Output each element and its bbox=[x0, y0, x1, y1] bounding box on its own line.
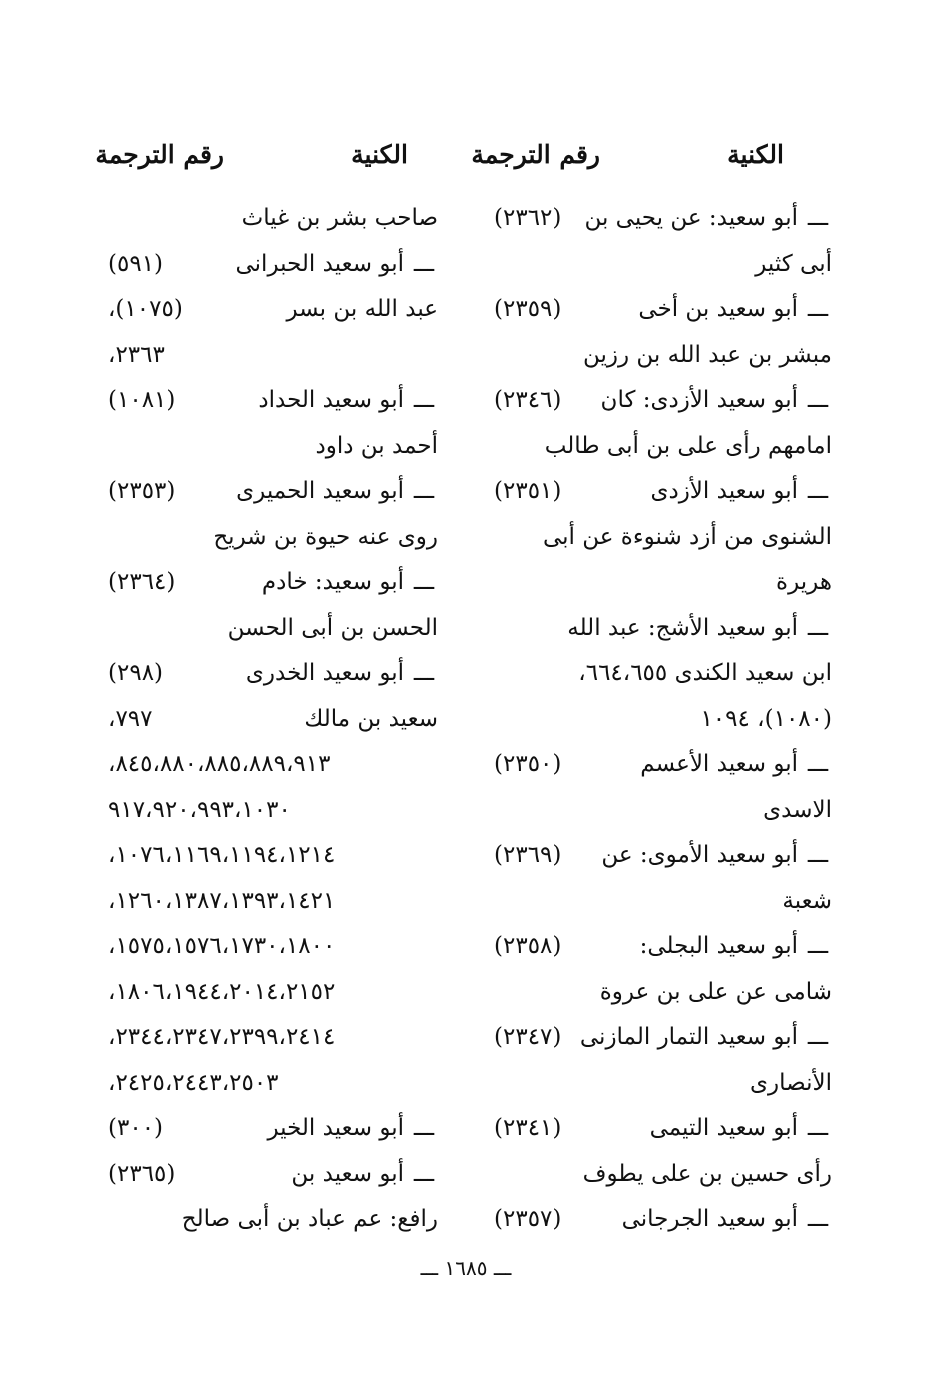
left-column bbox=[108, 196, 438, 1243]
continuation-text: ٢٣٤٤،٢٣٤٧،٢٣٩٩،٢٤١٤، bbox=[108, 1024, 336, 1050]
continuation-text: ٢٣٦٣، bbox=[108, 341, 165, 368]
entry-dash: ـــ bbox=[807, 387, 829, 413]
continuation-text: أحمد بن داود bbox=[315, 432, 438, 459]
kunya-name: أبو سعيد بن أخى bbox=[638, 296, 798, 322]
translation-number: (٢٣٥٧) bbox=[494, 1206, 562, 1232]
entry-line bbox=[494, 196, 832, 242]
entry-dash: ـــ bbox=[413, 387, 435, 413]
kunya-name: أبو سعيد الجرجانى bbox=[621, 1206, 798, 1232]
continuation-text: ٩١٧،٩٢٠،٩٩٣،١٠٣٠ bbox=[108, 796, 291, 823]
entry-line bbox=[494, 970, 832, 1016]
entry-line bbox=[494, 1061, 832, 1107]
continuation-text: شعبة bbox=[782, 887, 832, 914]
entry-line bbox=[494, 1152, 832, 1198]
header-right-kunya: الكنية bbox=[727, 140, 784, 169]
entry-line bbox=[108, 651, 438, 697]
continuation-text: الأنصارى bbox=[750, 1069, 832, 1096]
kunya-name: أبو سعيد الأزدى bbox=[650, 478, 798, 504]
entry-line bbox=[108, 742, 438, 788]
translation-number: (٢٣٥٨) bbox=[494, 933, 562, 959]
entry-line bbox=[494, 424, 832, 470]
kunya-name: أبو سعيد: خادم bbox=[261, 569, 404, 595]
translation-number: (٢٣٥١) bbox=[494, 478, 562, 504]
entry-line bbox=[108, 242, 438, 288]
entry-line bbox=[108, 1015, 438, 1061]
entry-line bbox=[108, 469, 438, 515]
continuation-text: هريرة bbox=[776, 569, 832, 595]
entry-line bbox=[108, 287, 438, 333]
entry-line bbox=[494, 242, 832, 288]
translation-number: (٣٠٠) bbox=[108, 1115, 164, 1141]
continuation-text: صاحب بشر بن غياث bbox=[241, 205, 438, 231]
header-left-number: رقم الترجمة bbox=[95, 140, 224, 169]
entry-line bbox=[108, 378, 438, 424]
translation-number: (٢٣٤١) bbox=[494, 1115, 562, 1141]
entry-dash: ـــ bbox=[413, 569, 435, 595]
continuation-text: عبد الله بن بسر bbox=[286, 296, 438, 322]
entry-line bbox=[108, 788, 438, 834]
entry-line bbox=[108, 970, 438, 1016]
continuation-text: أبى كثير bbox=[755, 250, 832, 277]
entry-dash: ـــ bbox=[807, 614, 829, 641]
kunya-name: أبو سعيد الأموى: عن bbox=[601, 842, 798, 868]
entry-dash: ـــ bbox=[413, 660, 435, 686]
entry-line bbox=[494, 879, 832, 925]
kunya-name: أبو سعيد: عن يحيى بن bbox=[584, 205, 798, 231]
entry-line bbox=[108, 879, 438, 925]
kunya-name: أبو سعيد الحميرى bbox=[236, 478, 404, 504]
kunya-name: أبو سعيد الحداد bbox=[258, 387, 404, 413]
entry-dash: ـــ bbox=[807, 478, 829, 504]
continuation-text: سعيد بن مالك bbox=[304, 705, 438, 732]
entry-line bbox=[494, 788, 832, 834]
entry-line bbox=[494, 378, 832, 424]
translation-number: (٢٩٨) bbox=[108, 660, 164, 686]
entry-line bbox=[108, 560, 438, 606]
entry-line bbox=[494, 1197, 832, 1243]
continuation-text: الشنوى من أزد شنوءة عن أبى bbox=[542, 523, 832, 550]
entry-dash: ـــ bbox=[413, 1160, 435, 1187]
entry-dash: ـــ bbox=[413, 478, 435, 504]
continuation-text: ٨٤٥،٨٨٠،٨٨٥،٨٨٩،٩١٣، bbox=[108, 751, 331, 777]
entry-dash: ـــ bbox=[807, 1206, 829, 1232]
entry-dash: ـــ bbox=[807, 751, 829, 777]
continuation-text: رأى حسين بن على يطوف bbox=[582, 1160, 832, 1187]
translation-number: (١٠٧٥)، bbox=[108, 296, 183, 322]
continuation-text: ابن سعيد الكندى ٦٦٤،٦٥٥، bbox=[578, 660, 832, 686]
entry-line bbox=[494, 1015, 832, 1061]
entry-dash: ـــ bbox=[807, 296, 829, 322]
continuation-text: ١٥٧٥،١٥٧٦،١٧٣٠،١٨٠٠، bbox=[108, 933, 336, 959]
translation-number: (٢٣٥٩) bbox=[494, 296, 562, 322]
continuation-text: شامى عن على بن عروة bbox=[599, 978, 832, 1005]
continuation-text: (١٠٨٠)، ١٠٩٤ bbox=[700, 705, 832, 732]
entry-dash: ـــ bbox=[807, 933, 829, 959]
translation-number: (٢٣٥٣) bbox=[108, 478, 176, 504]
translation-number: (٢٣٤٦) bbox=[494, 387, 562, 413]
kunya-name: أبو سعيد الخدرى bbox=[245, 660, 404, 686]
continuation-text: ٢٤٢٥،٢٤٤٣،٢٥٠٣، bbox=[108, 1069, 279, 1096]
translation-number: (١٠٨١) bbox=[108, 387, 176, 413]
entry-line bbox=[108, 697, 438, 743]
entry-dash: ـــ bbox=[413, 250, 435, 277]
entry-line bbox=[108, 1106, 438, 1152]
continuation-text: الاسدى bbox=[763, 796, 832, 823]
kunya-name: أبو سعيد التمار المازنى bbox=[579, 1024, 798, 1050]
entry-dash: ـــ bbox=[807, 1115, 829, 1141]
translation-number: (٢٣٦٥) bbox=[108, 1160, 176, 1187]
entry-line bbox=[494, 560, 832, 606]
entry-line bbox=[494, 469, 832, 515]
entry-line bbox=[494, 651, 832, 697]
entry-line bbox=[494, 606, 832, 652]
kunya-name: أبو سعيد التيمى bbox=[649, 1115, 798, 1141]
continuation-text: رافع: عم عباد بن أبى صالح bbox=[181, 1206, 438, 1232]
entry-line bbox=[108, 924, 438, 970]
entry-line bbox=[108, 333, 438, 379]
continuation-text: ١٢٦٠،١٣٨٧،١٣٩٣،١٤٢١، bbox=[108, 887, 336, 914]
continuation-text: امامهم رأى على بن أبى طالب bbox=[544, 432, 832, 459]
kunya-name: أبو سعيد البجلى: bbox=[639, 933, 798, 959]
continuation-text: روى عنه حيوة بن شريح bbox=[213, 523, 438, 550]
translation-number: (٢٣٦٢) bbox=[494, 205, 562, 231]
translation-number: (٥٩١) bbox=[108, 250, 164, 277]
entry-line bbox=[108, 515, 438, 561]
kunya-name: أبو سعيد الأزدى: كان bbox=[600, 387, 798, 413]
entry-line bbox=[108, 1197, 438, 1243]
kunya-name: أبو سعيد الحبرانى bbox=[235, 250, 404, 277]
entry-line bbox=[108, 1152, 438, 1198]
continuation-text: مبشر بن عبد الله بن رزين bbox=[582, 341, 832, 368]
entry-dash: ـــ bbox=[807, 205, 829, 231]
entry-line bbox=[494, 333, 832, 379]
page-number: ـــ ١٦٨٥ ـــ bbox=[420, 1256, 512, 1280]
header-right-number: رقم الترجمة bbox=[471, 140, 600, 169]
entry-line bbox=[494, 287, 832, 333]
kunya-name: أبو سعيد الأشج: عبد الله bbox=[567, 614, 798, 641]
entry-line bbox=[494, 515, 832, 561]
entry-line bbox=[494, 697, 832, 743]
translation-number: ٧٩٧، bbox=[108, 705, 153, 732]
entry-line bbox=[108, 424, 438, 470]
translation-number: (٢٣٥٠) bbox=[494, 751, 562, 777]
entry-line bbox=[494, 833, 832, 879]
translation-number: (٢٣٦٤) bbox=[108, 569, 176, 595]
entry-line bbox=[494, 924, 832, 970]
entry-line bbox=[494, 742, 832, 788]
entry-line bbox=[108, 833, 438, 879]
header-left-kunya: الكنية bbox=[351, 140, 408, 169]
entry-line bbox=[108, 1061, 438, 1107]
continuation-text: الحسن بن أبى الحسن bbox=[227, 614, 438, 641]
translation-number: (٢٣٦٩) bbox=[494, 842, 562, 868]
entry-line bbox=[108, 606, 438, 652]
translation-number: (٢٣٤٧) bbox=[494, 1024, 562, 1050]
entry-line bbox=[108, 196, 438, 242]
entry-dash: ـــ bbox=[807, 842, 829, 868]
entry-line bbox=[494, 1106, 832, 1152]
kunya-name: أبو سعيد الأعسم bbox=[640, 751, 798, 777]
kunya-name: أبو سعيد الخير bbox=[267, 1115, 404, 1141]
kunya-name: أبو سعيد بن bbox=[291, 1160, 404, 1187]
continuation-text: ١٨٠٦،١٩٤٤،٢٠١٤،٢١٥٢، bbox=[108, 978, 336, 1005]
entry-dash: ـــ bbox=[413, 1115, 435, 1141]
entry-dash: ـــ bbox=[807, 1024, 829, 1050]
right-column bbox=[494, 196, 832, 1243]
continuation-text: ١٠٧٦،١١٦٩،١١٩٤،١٢١٤، bbox=[108, 842, 336, 868]
